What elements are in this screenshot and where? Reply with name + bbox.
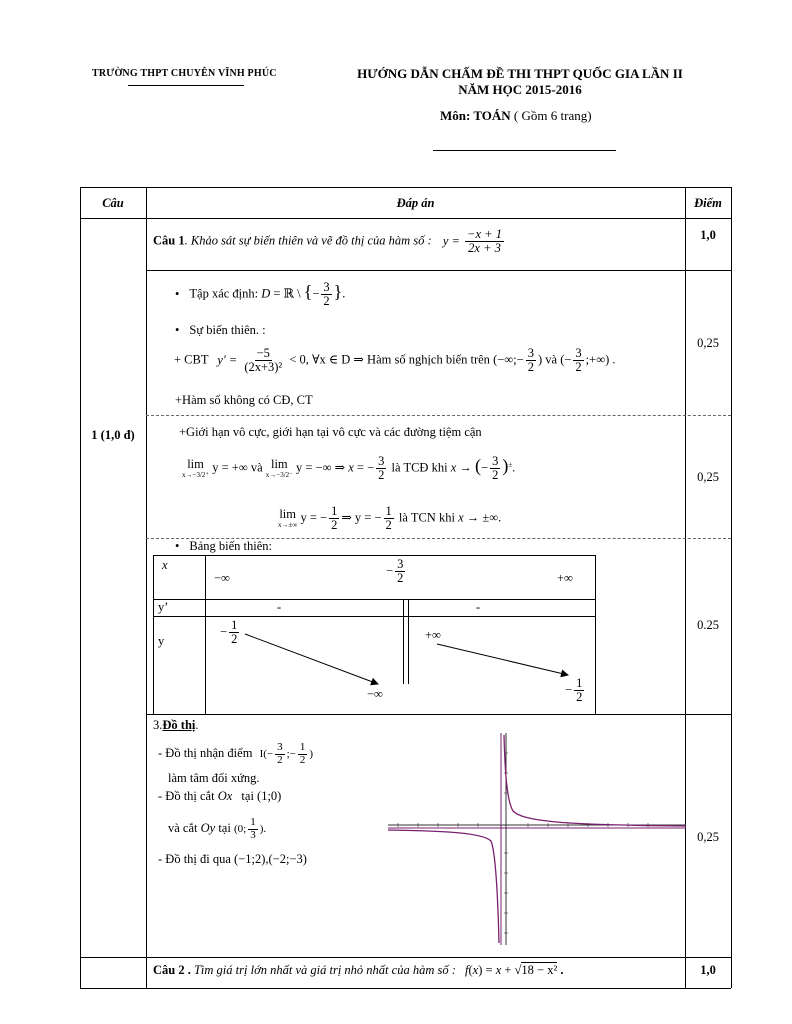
col-header-diem: Điểm (694, 196, 722, 210)
graph-center: - Đồ thị nhận điểm I(− $\frac{3}{2}$ ;− $\frac{1}{2}$ ) (158, 741, 314, 766)
bbt-arrow-left (245, 634, 378, 684)
graph-points: - Đồ thị đi qua (−1;2),(−2;−3) (158, 852, 307, 866)
function-graph (388, 733, 686, 945)
score-1: 0,25 (697, 336, 719, 350)
domain-row: • Tập xác định: D = ℝ \ {− $\frac{3}{2}$ }. (175, 280, 346, 309)
bbt-yprime: y’ (158, 600, 169, 614)
col-header-cau: Câu (102, 196, 124, 210)
bbt-arrow-right (437, 644, 568, 675)
school-name: TRƯỜNG THPT CHUYÊN VĨNH PHÚC (92, 68, 277, 79)
limit-horizontal-row: lim x→±∞ y = − $\frac{1}{2}$ ⇒ y = − $\frac{1}{2}$ là TCN khi x → ±∞. (278, 504, 502, 533)
variation-row: • Sự biến thiên. : (175, 323, 266, 337)
doc-title-line2: NĂM HỌC 2015-2016 (458, 82, 582, 97)
derivative-row: + CBT y' = $\frac{-5}{\text{(2x+3)²}}$ < 0, ∀x ∈ D ⇒ Hàm số nghịch biến trên (−∞;− $\frac{3}{2}$ ) và (− $\frac{3}{2}$ ;+∞) . (174, 346, 616, 375)
bbt-y-left-val: − $\frac{1}{2}$ (220, 618, 238, 647)
q1-title: Câu 1. Khảo sát sự biến thiên và vẽ đồ thị của hàm số : y = $\frac{-x + 1}{2x + 3}$ (153, 227, 502, 256)
q2-title: Câu 2 . Tìm giá trị lớn nhất và giá trị nhỏ nhất của hàm số : f(x) = x + √18 − x² . (153, 963, 564, 977)
no-extremum: +Hàm số không có CĐ, CT (175, 393, 313, 407)
right-branch (504, 735, 686, 826)
bbt-x-pos-inf: +∞ (557, 571, 573, 585)
doc-title-line1: HƯỚNG DẪN CHẤM ĐỀ THI THPT QUỐC GIA LẦN II (357, 66, 683, 81)
bbt-x: x (162, 558, 168, 572)
bbt-sign-left: - (277, 600, 282, 614)
limits-title: +Giới hạn vô cực, giới hạn tại vô cực và các đường tiệm cận (179, 425, 482, 439)
limit-vertical-row: lim x→−3/2⁺ y = +∞ và lim x→−3/2⁻ y = −∞ ⇒ x = − $\frac{3}{2}$ là TCĐ khi x → (− $\frac{3}{2}$ )±. (182, 454, 516, 483)
bbt-y-pos-inf: +∞ (425, 628, 441, 642)
subject-label: Môn: TOÁN (440, 108, 511, 123)
left-branch (388, 830, 499, 943)
bbt-sign-right: - (476, 600, 481, 614)
bbt-x-neg-inf: −∞ (214, 571, 230, 585)
subject-note: ( Gồm 6 trang) (513, 108, 592, 123)
bbt-y-neg-inf: −∞ (367, 687, 383, 701)
bbt-label: • Bảng biến thiên: (175, 539, 273, 553)
bbt-y-right-val: − $\frac{1}{2}$ (565, 676, 583, 705)
graph-symmetry: làm tâm đối xứng. (168, 771, 260, 785)
score-3: 0.25 (697, 618, 719, 632)
score-2: 0,25 (697, 470, 719, 484)
q1-points: 1,0 (700, 228, 716, 242)
question-1-label: 1 (1,0 đ) (91, 428, 135, 442)
bbt-x-asym: − $\frac{3}{2}$ (386, 557, 404, 586)
graph-ox: - Đồ thị cắt Ox tại (1;0) (158, 789, 282, 803)
q2-points: 1,0 (700, 963, 716, 977)
score-4: 0,25 (697, 830, 719, 844)
graph-oy: và cắt Oy tại (0; $\frac{1}{3}$ ). (168, 816, 267, 841)
graph-title: 3.Đồ thị. (153, 718, 199, 732)
bbt-y: y (158, 634, 165, 648)
col-header-dapan: Đáp án (396, 196, 435, 210)
